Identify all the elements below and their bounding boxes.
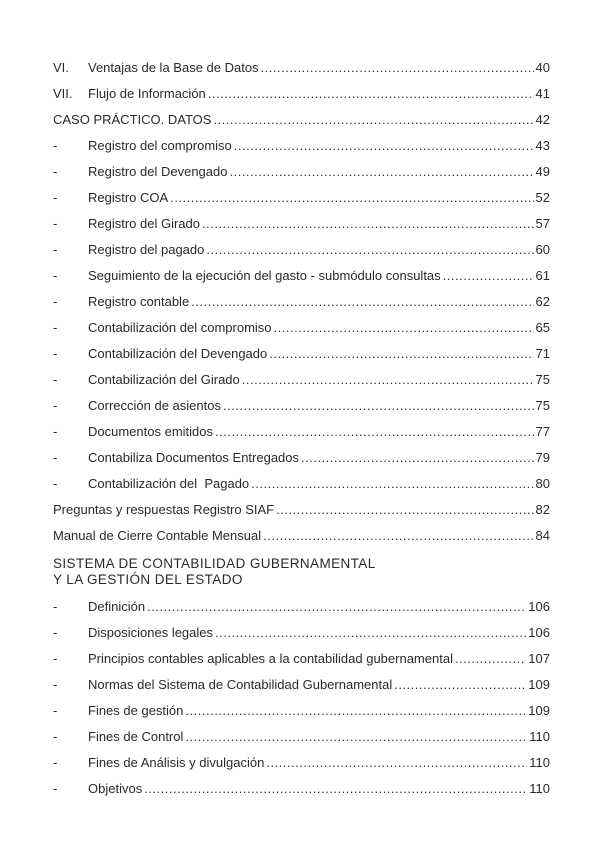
toc-entry xyxy=(0,420,600,444)
entry-marker: - xyxy=(53,781,58,796)
entry-title: Fines de Análisis y divulgación xyxy=(88,755,265,770)
entry-title: Registro del pagado xyxy=(88,242,205,257)
entry-title: Fines de Control xyxy=(88,729,184,744)
toc-entry xyxy=(0,595,600,619)
dot-leader xyxy=(234,134,534,158)
dot-leader xyxy=(213,108,533,132)
dot-leader xyxy=(215,420,534,444)
toc-entry xyxy=(0,725,600,749)
entry-title: Contabilización del Pagado xyxy=(88,476,250,491)
entry-marker: - xyxy=(53,190,58,205)
entry-title: Manual de Cierre Contable Mensual xyxy=(53,528,262,543)
entry-title: Fines de gestión xyxy=(88,703,184,718)
toc-entry xyxy=(0,316,600,340)
entry-marker: - xyxy=(53,372,58,387)
entry-page-number: 41 xyxy=(535,86,550,101)
toc-entry xyxy=(0,524,600,548)
toc-entry xyxy=(0,394,600,418)
entry-title: Registro del Girado xyxy=(88,216,200,231)
entry-marker: - xyxy=(53,755,58,770)
toc-entry xyxy=(0,342,600,366)
entry-page-number: 42 xyxy=(535,112,550,127)
dot-leader xyxy=(170,186,533,210)
entry-page-number: 106 xyxy=(528,599,550,614)
entry-page-number: 61 xyxy=(535,268,550,283)
dot-leader xyxy=(185,699,526,723)
entry-marker: - xyxy=(53,216,58,231)
dot-leader xyxy=(301,446,534,470)
entry-marker: - xyxy=(53,625,58,640)
section-heading-line-2: Y LA GESTIÓN DEL ESTADO xyxy=(53,572,243,587)
entry-page-number: 71 xyxy=(535,346,550,361)
toc-entry xyxy=(0,290,600,314)
toc-entry xyxy=(0,472,600,496)
entry-page-number: 65 xyxy=(535,320,550,335)
entry-marker: - xyxy=(53,450,58,465)
entry-title: Objetivos xyxy=(88,781,143,796)
entry-page-number: 75 xyxy=(535,398,550,413)
entry-marker: - xyxy=(53,320,58,335)
entry-page-number: 110 xyxy=(529,729,550,744)
entry-marker: VII. xyxy=(53,86,73,101)
entry-title: Disposiciones legales xyxy=(88,625,214,640)
dot-leader xyxy=(223,394,534,418)
toc-entry xyxy=(0,264,600,288)
section-heading-line-1: SISTEMA DE CONTABILIDAD GUBERNAMENTAL xyxy=(53,556,376,571)
entry-marker: - xyxy=(53,677,58,692)
entry-title: Contabiliza Documentos Entregados xyxy=(88,450,300,465)
dot-leader xyxy=(269,342,533,366)
entry-page-number: 77 xyxy=(535,424,550,439)
toc-entry xyxy=(0,212,600,236)
dot-leader xyxy=(266,751,527,775)
toc-entry xyxy=(0,751,600,775)
dot-leader xyxy=(202,212,534,236)
entry-marker: - xyxy=(53,398,58,413)
entry-page-number: 62 xyxy=(535,294,550,309)
entry-marker: - xyxy=(53,242,58,257)
dot-leader xyxy=(276,498,533,522)
dot-leader xyxy=(206,238,533,262)
dot-leader xyxy=(185,725,527,749)
dot-leader xyxy=(274,316,534,340)
entry-page-number: 57 xyxy=(535,216,550,231)
dot-leader xyxy=(147,595,526,619)
entry-title: Contabilización del Devengado xyxy=(88,346,268,361)
entry-marker: - xyxy=(53,703,58,718)
dot-leader xyxy=(242,368,534,392)
entry-page-number: 49 xyxy=(535,164,550,179)
toc-entry xyxy=(0,498,600,522)
dot-leader xyxy=(191,290,533,314)
dot-leader xyxy=(208,82,534,106)
entry-title: Definición xyxy=(88,599,146,614)
section-heading xyxy=(53,556,376,588)
entry-page-number: 80 xyxy=(535,476,550,491)
entry-marker: - xyxy=(53,138,58,153)
entry-title: Normas del Sistema de Contabilidad Gubernamental xyxy=(88,677,393,692)
entry-marker: - xyxy=(53,476,58,491)
entry-page-number: 109 xyxy=(528,677,550,692)
entry-title: Principios contables aplicables a la contabilidad gubernamental xyxy=(88,651,453,666)
entry-title: Preguntas y respuestas Registro SIAF xyxy=(53,502,275,517)
entry-marker: - xyxy=(53,424,58,439)
entry-title: Registro del Devengado xyxy=(88,164,228,179)
dot-leader xyxy=(263,524,533,548)
dot-leader xyxy=(443,264,534,288)
entry-marker: - xyxy=(53,294,58,309)
dot-leader xyxy=(229,160,533,184)
entry-title: Corrección de asientos xyxy=(88,398,221,413)
dot-leader xyxy=(144,777,527,801)
entry-page-number: 106 xyxy=(528,625,550,640)
toc-entry xyxy=(0,82,600,106)
toc-entry xyxy=(0,673,600,697)
entry-title: Registro del compromiso xyxy=(88,138,232,153)
toc-entry xyxy=(0,647,600,671)
dot-leader xyxy=(455,647,526,671)
entry-page-number: 110 xyxy=(529,781,550,796)
toc-entry xyxy=(0,160,600,184)
entry-title: Contabilización del Girado xyxy=(88,372,240,387)
toc-entry xyxy=(0,56,600,80)
dot-leader xyxy=(215,621,526,645)
dot-leader xyxy=(251,472,533,496)
entry-marker: - xyxy=(53,346,58,361)
entry-page-number: 109 xyxy=(528,703,550,718)
entry-page-number: 79 xyxy=(535,450,550,465)
entry-title: Registro contable xyxy=(88,294,190,309)
entry-title: Contabilización del compromiso xyxy=(88,320,272,335)
entry-marker: - xyxy=(53,651,58,666)
entry-marker: - xyxy=(53,164,58,179)
toc-entry xyxy=(0,446,600,470)
entry-page-number: 110 xyxy=(529,755,550,770)
entry-title: Seguimiento de la ejecución del gasto - submódulo consultas xyxy=(88,268,441,283)
entry-title: Documentos emitidos xyxy=(88,424,213,439)
entry-title: Flujo de Información xyxy=(88,86,206,101)
entry-page-number: 107 xyxy=(528,651,550,666)
entry-title: Registro COA xyxy=(88,190,169,205)
entry-marker: VI. xyxy=(53,60,69,75)
toc-entry xyxy=(0,134,600,158)
entry-page-number: 43 xyxy=(535,138,550,153)
dot-leader xyxy=(394,673,526,697)
entry-title: CASO PRÁCTICO. DATOS xyxy=(53,112,212,127)
toc-entry xyxy=(0,238,600,262)
entry-page-number: 52 xyxy=(535,190,550,205)
toc-entry xyxy=(0,108,600,132)
toc-entry xyxy=(0,777,600,801)
dot-leader xyxy=(261,56,534,80)
entry-marker: - xyxy=(53,729,58,744)
entry-page-number: 40 xyxy=(535,60,550,75)
entry-page-number: 84 xyxy=(535,528,550,543)
entry-title: Ventajas de la Base de Datos xyxy=(88,60,259,75)
entry-marker: - xyxy=(53,268,58,283)
entry-page-number: 82 xyxy=(535,502,550,517)
toc-entry xyxy=(0,186,600,210)
toc-entry xyxy=(0,621,600,645)
entry-page-number: 75 xyxy=(535,372,550,387)
entry-page-number: 60 xyxy=(535,242,550,257)
toc-entry xyxy=(0,699,600,723)
toc-entry xyxy=(0,368,600,392)
entry-marker: - xyxy=(53,599,58,614)
